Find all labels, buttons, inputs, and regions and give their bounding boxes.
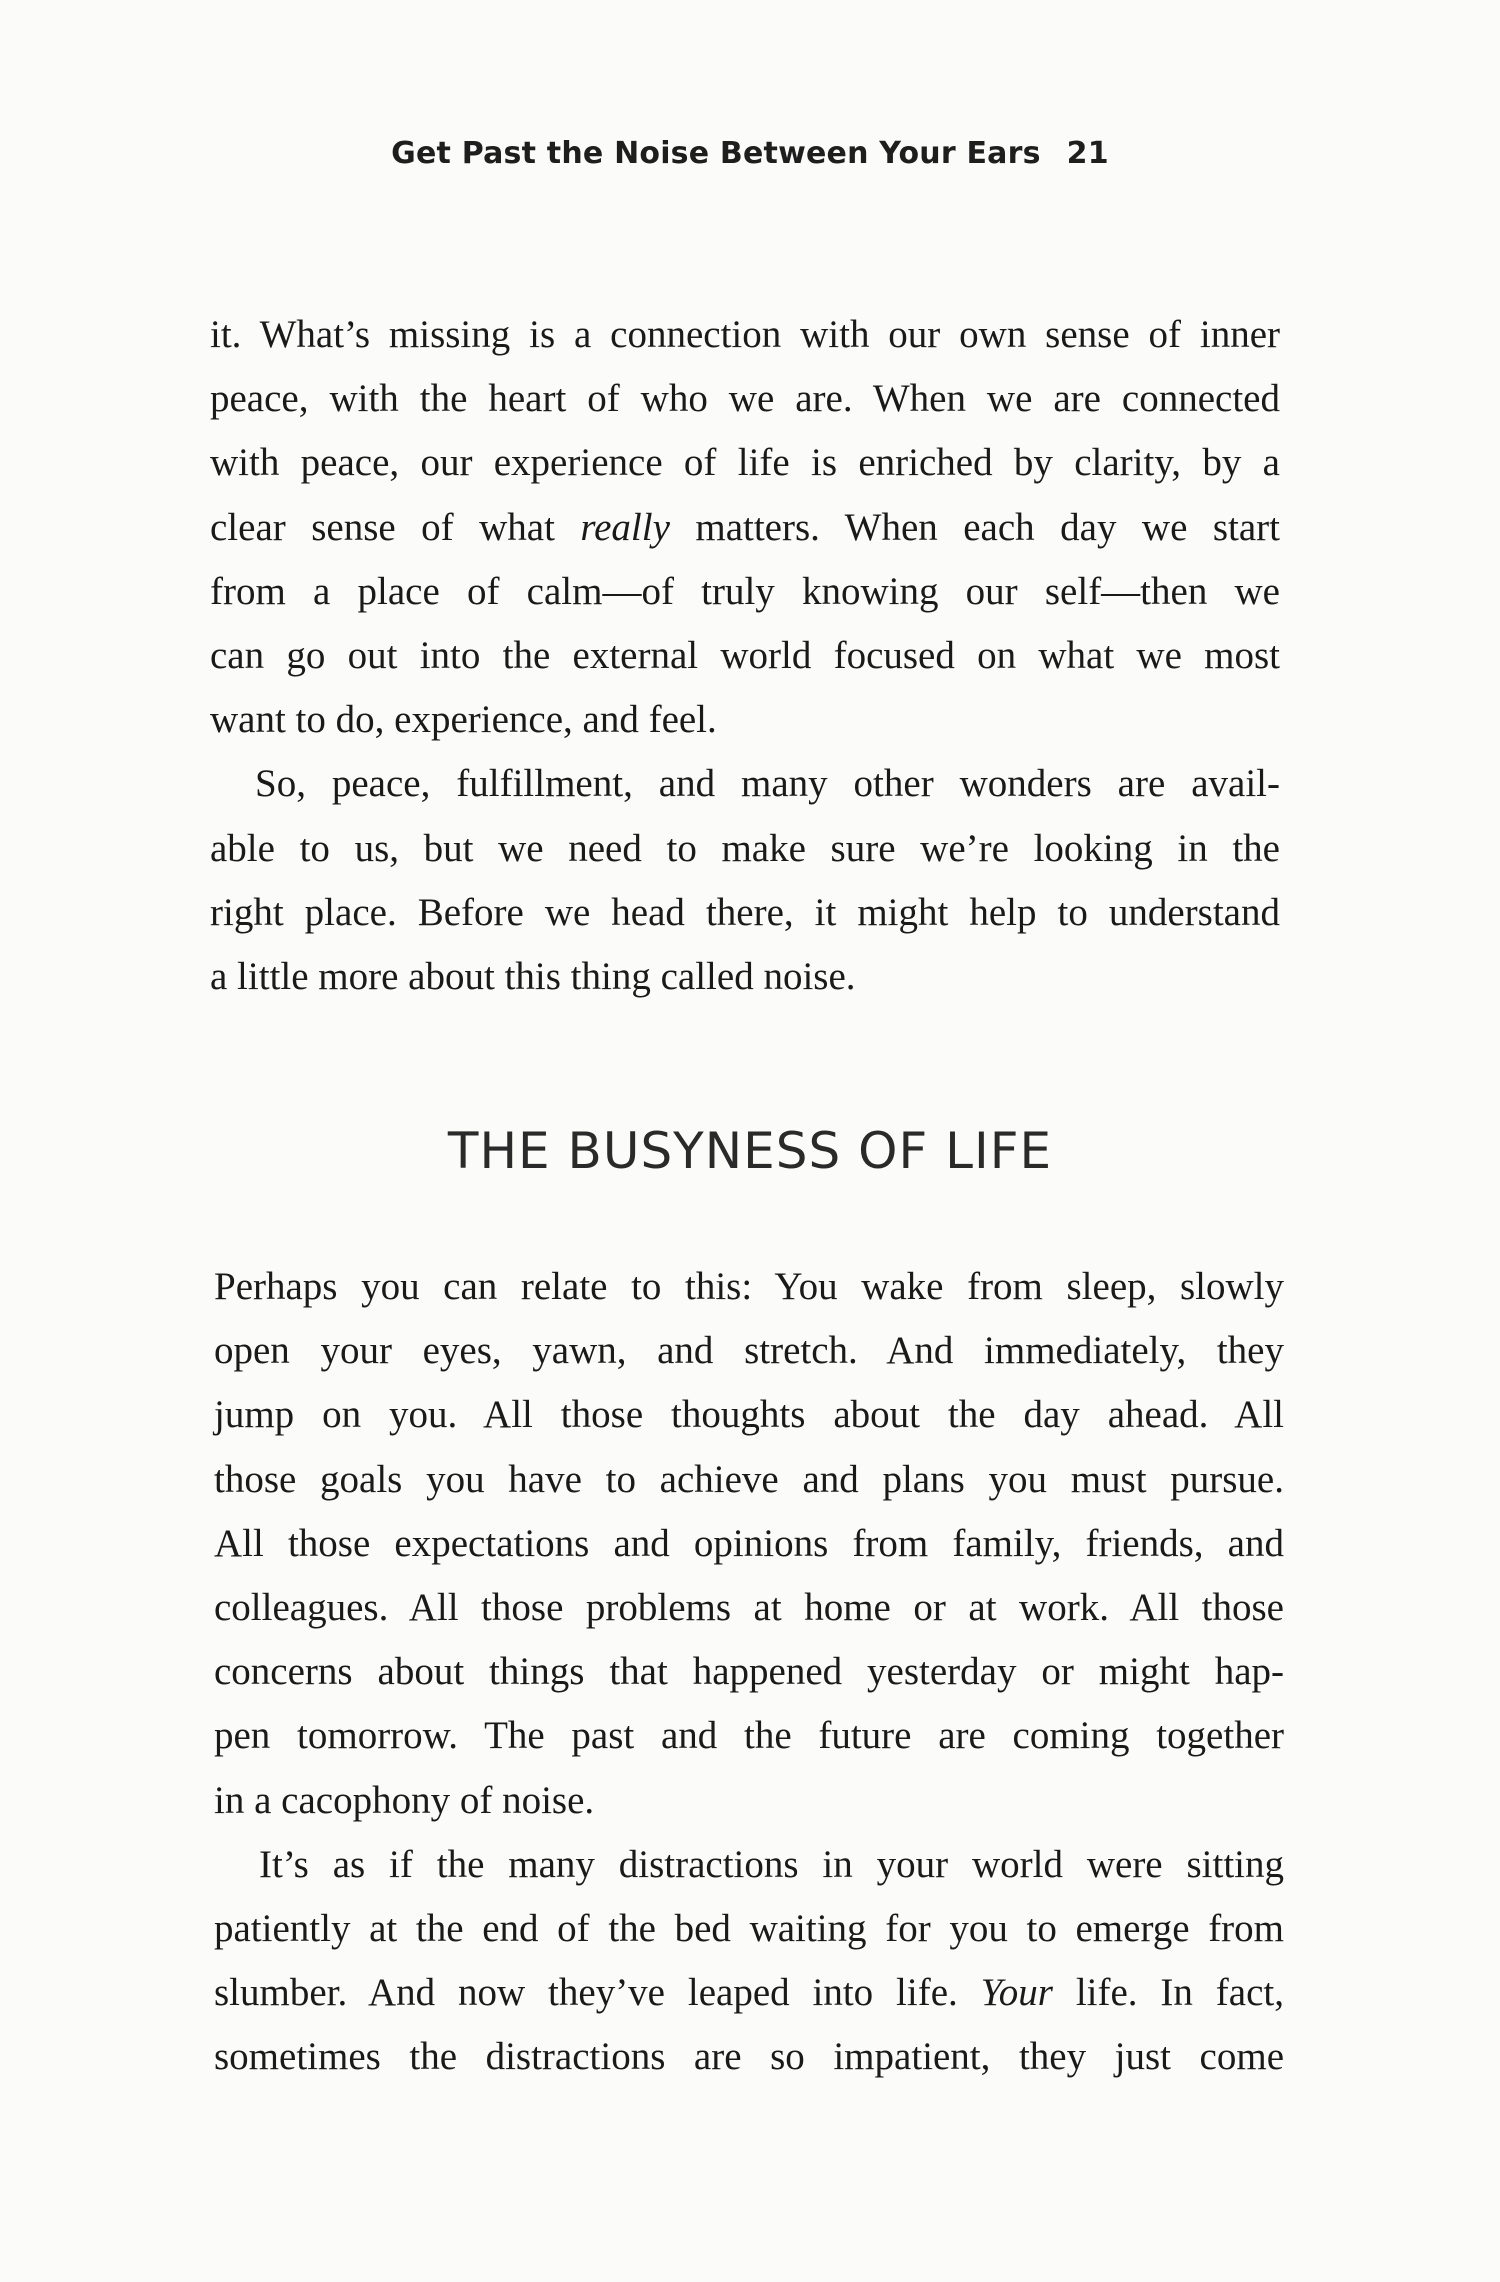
text-line bbox=[210, 496, 1280, 560]
text-segment: life. In fact, bbox=[1052, 1971, 1284, 2015]
text-line: able to us, but we need to make sure we’re looking in the bbox=[210, 826, 1280, 870]
page-number: 21 bbox=[1066, 136, 1109, 171]
text-segment: slumber. And now they’ve leaped into life. bbox=[214, 1971, 981, 2015]
section-heading: THE BUSYNESS OF LIFE bbox=[447, 1122, 1053, 1180]
text-line: want to do, experience, and feel. bbox=[210, 698, 717, 742]
text-line: those goals you have to achieve and plans you must pursue. bbox=[214, 1457, 1284, 1501]
text-line: open your eyes, yawn, and stretch. And immediately, they bbox=[214, 1329, 1284, 1373]
text-line: jump on you. All those thoughts about the day ahead. All bbox=[214, 1393, 1284, 1437]
text-line: from a place of calm—of truly knowing our self—then we bbox=[210, 569, 1280, 613]
text-line: pen tomorrow. The past and the future are coming together bbox=[214, 1714, 1284, 1758]
text-line: it. What’s missing is a connection with our own sense of inner bbox=[210, 313, 1280, 356]
text-line: right place. Before we head there, it might help to understand bbox=[210, 890, 1280, 934]
body-text-bottom bbox=[214, 1255, 1284, 2089]
text-segment: clear sense of what bbox=[210, 505, 581, 549]
text-line: with peace, our experience of life is enriched by clarity, by a bbox=[210, 441, 1280, 485]
emphasis-your: Your bbox=[980, 1971, 1053, 2015]
emphasis-really: really bbox=[580, 505, 670, 549]
running-head-title: Get Past the Noise Between Your Ears bbox=[391, 136, 1041, 171]
text-line: a little more about this thing called noise. bbox=[210, 954, 856, 998]
text-line: concerns about things that happened yesterday or might hap- bbox=[214, 1650, 1284, 1694]
text-line: All those expectations and opinions from family, friends, and bbox=[214, 1521, 1284, 1565]
body-text-top bbox=[210, 303, 1280, 1009]
text-line: Perhaps you can relate to this: You wake from sleep, slowly bbox=[214, 1265, 1284, 1308]
text-line: colleagues. All those problems at home or at work. All those bbox=[214, 1585, 1284, 1629]
text-line: can go out into the external world focused on what we most bbox=[210, 633, 1280, 677]
text-line: peace, with the heart of who we are. When we are connected bbox=[210, 377, 1280, 421]
text-line: in a cacophony of noise. bbox=[214, 1778, 595, 1822]
text-line: patiently at the end of the bed waiting for you to emerge from bbox=[214, 1906, 1284, 1950]
text-line: It’s as if the many distractions in your world were sitting bbox=[259, 1842, 1284, 1886]
text-line: sometimes the distractions are so impatient, they just come bbox=[214, 2035, 1284, 2079]
text-segment: matters. When each day we start bbox=[669, 505, 1280, 549]
running-head bbox=[0, 136, 1500, 171]
text-line bbox=[214, 1961, 1284, 2025]
text-line: So, peace, fulfillment, and many other wonders are avail- bbox=[255, 762, 1280, 806]
